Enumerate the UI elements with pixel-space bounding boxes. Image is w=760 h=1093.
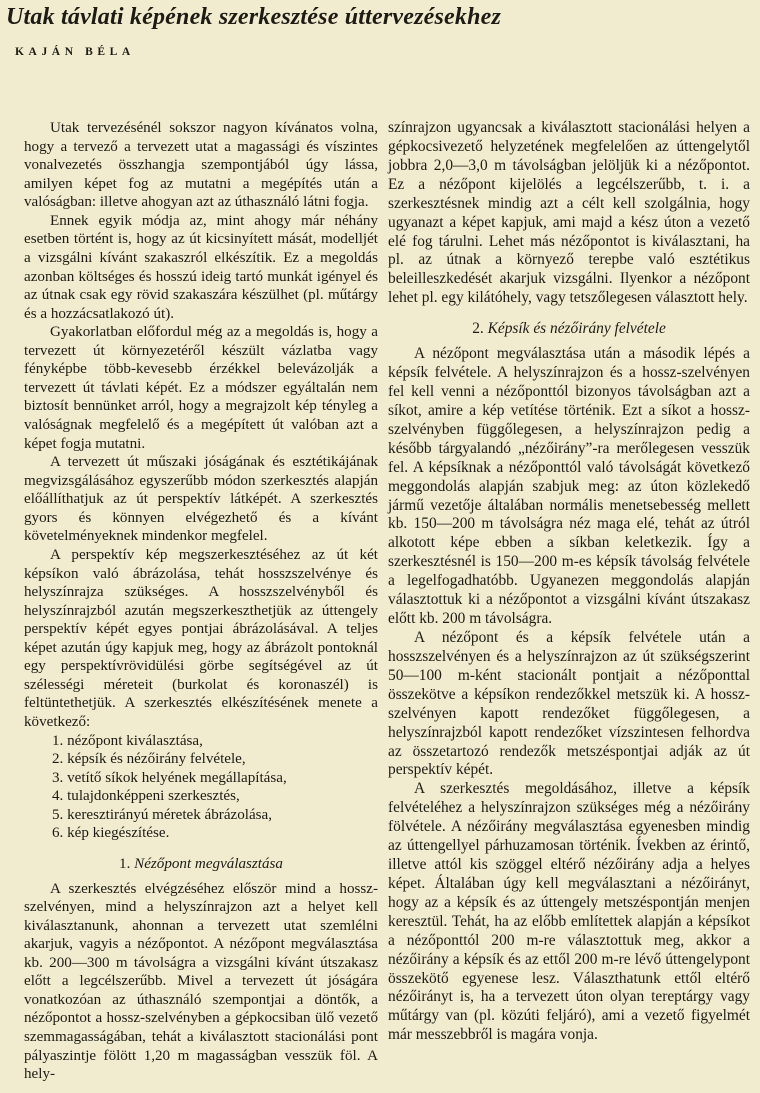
paragraph: Utak tervezésénél sokszor nagyon kívánatos volna, hogy a tervező a tervezett utat a magassági és víszintes vonalvezetés összhangja szempontjából úgy lássa, amilyen képet fog az mutatni a megépítés után a valóságban: illetve ahogyan azt az úthasználó látni fogja. [24, 120, 378, 211]
section-number: 2. [472, 320, 484, 338]
paragraph: Ennek egyik módja az, mint ahogy már néhány esetben történt is, hogy az út kicsinyített mását, modelljét a vizsgálni kívánt szakaszról elkészítik. Ez a megoldás azonban költséges és hosszú ideig tartó munkát igényel és az útnak csak egy rövid szakaszára készülhet (pl. műtárgy és a hozzácsatlakozó út). [24, 212, 378, 322]
list-item: 5. keresztirányú méretek ábrázolása, [52, 806, 273, 823]
list-item: 1. nézőpont kiválasztása, [52, 732, 203, 749]
section-number: 1. [119, 855, 131, 872]
list-item: 4. tulajdonképpeni szerkesztés, [52, 788, 240, 805]
list-item: 3. vetítő síkok helyének megállapítása, [52, 769, 287, 786]
article-title: Utak távlati képének szerkesztése úttervezésekhez [6, 4, 502, 30]
paragraph: A szerkesztés elvégzéséhez először mind a hossz-szelvényen, mind a helyszínrajzon azt a helyet kell kiválasztanunk, ahonnan a tervezett utat szemlélni akarjuk, vagyis a nézőpontot. A nézőpont megválasztása kb. 200—300 m távolságra a vizsgálni kívánt útszakasz előtt a legcélszerűbb. Mivel a tervezett út jóságára vonatkozóan az úthasználó szempontjai a döntők, a nézőpontot a hossz-szelvényben a gépkocsiban ülő vezető szemmagasságában, tehát a kiválasztott stacionálási pont pályaszintje fölött 1,20 m magasságban vesszük föl. A hely- [24, 880, 378, 1083]
paragraph: A nézőpont megválasztása után a második lépés a képsík felvétele. A helyszínrajzon és a hossz-szelvényen fel kell venni a nézőponttól bizonyos távolságban azt a síkot, amire a kép vetítése történik. Ezt a síkot a hossz-szelvényben függőlegesen, a helyszínrajzon pedig a később tárgyalandó „nézőirány”-ra merőlegesen vesszük fel. A képsíknak a nézőponttól való távolságát következő meggondolás alapján szabjuk meg: az úton közlekedő jármű vezetője általában normális menetsebesség mellett kb. 150—200 m távolságra néz maga elé, tehát az útról alkotott képe ebben a síkban keletkezik. Így a szerkesztésnél is 150—200 m-es képsík távolság felvétele a legelfogadhatóbb. Ugyanezen meggondolás alapján választottuk ki a nézőpontot a vizsgálni kívánt útszakasz előtt kb. 200 m távolságra. [388, 345, 750, 628]
list-item: 2. képsík és nézőirány felvétele, [52, 751, 246, 768]
section-heading-2 [388, 320, 750, 339]
paragraph: A szerkesztés megoldásához, illetve a képsík felvételéhez a helyszínrajzon szükséges még a nézőirány fölvétele. A nézőirány megválasztása egyenesben mindig az úttengellyel párhuzamosan történik. Ívekben az érintő, illetve attól kis szöggel eltérő nézőirány adja a helyes képet. Általában úgy kell megválasztani a nézőirányt, hogy az a képsík és az úttengely metszéspontján menjen keresztül. Tehát, ha az előbb említettek alapján a képsíkot a nézőponttól 200 m-re választottuk meg, akkor a nézőirány a képsík és az ettől 200 m-re lévő úttengelypont összekötő egyenese lesz. Választhatunk ettől eltérő nézőirányt is, ha a tervezett úton olyan tereptárgy vagy műtárgy van (pl. közúti feljáró), ami a vezető figyelmét már messzebbről is magára vonja. [388, 780, 750, 1044]
steps-list [24, 732, 378, 843]
paragraph: A perspektív kép megszerkesztéséhez az út két képsíkon való ábrázolása, tehát hosszszelvénye és helyszínrajza szükséges. A hosszszelvényből és helyszínrajzból azután megszerkeszthetjük az úttengely perspektív képét egyes pontjai ábrázolásával. A teljes képet azután úgy kapjuk meg, hogy az ábrázolt pontoknál egy perspektívrövidülési görbe segítségével az út szélességi méreteit (burkolat és koronaszél) is feltüntethetjük. A szerkesztés elkészítésének menete a következő: [24, 546, 378, 730]
paragraph: Gyakorlatban előfordul még az a megoldás is, hogy a tervezett út környezetéről készült vázlatba vagy fényképbe több-kevesebb érzékkel belevázolják a tervezett út távlati képét. Ez a módszer egyáltalán nem biztosít bennünket arról, hogy a megrajzolt kép tényleg a valóságnak megfelelő és a megépített út valóban azt a képet fogja mutatni. [24, 324, 378, 452]
section-heading-1 [24, 855, 378, 874]
section-title: Nézőpont megválasztása [134, 855, 283, 872]
right-column [388, 0, 750, 1045]
article-author: KAJÁN BÉLA [15, 46, 135, 58]
paragraph: A nézőpont és a képsík felvétele után a hosszszelvényen és a helyszínrajzon az út szükségszerint 50—100 m-ként stacionált pontjait a nézőponttal összekötve a képsíkon rendezőkkel metszük ki. A hossz-szelvényen kapott rendezőket függőlegesen, a helyszínrajzból kapott rendezőket vízszintesen felhordva az összetartozó rendezők metszéspontjai adják az út perspektív képét. [388, 628, 750, 779]
paragraph: A tervezett út műszaki jóságának és esztétikájának megvizsgálásához egyszerűbb módon szerkesztés alapján előállíthatjuk az út perspektív látképét. A szerkesztés gyors és könnyen elvégezhető és a kívánt követelményeknek mindenkor megfelel. [24, 454, 378, 545]
left-column [24, 0, 378, 1084]
section-title: Képsík és nézőirány felvétele [487, 320, 666, 338]
list-item: 6. kép kiegészítése. [52, 825, 170, 842]
paragraph: színrajzon ugyancsak a kiválasztott stacionálási helyen a gépkocsivezető helyzetének megfelelően az úttengelytől jobbra 2,0—3,0 m távolságban jelöljük ki a nézőpontot. Ez a nézőpont kijelölés a legcélszerűbb, t. i. a szerkesztésnek mindig azt a célt kell szolgálnia, hogy ugyanazt a képet kapjuk, ami majd a kész úton a vezető elé fog tárulni. Lehet más nézőpontot is kiválasztani, ha pl. az útnak a környező terepbe való esztétikus beleilleszkedését akarjuk vizsgálni. Ilyenkor a nézőpont lehet pl. egy kilátóhely, vagy tetszőlegesen választott hely. [388, 119, 750, 307]
